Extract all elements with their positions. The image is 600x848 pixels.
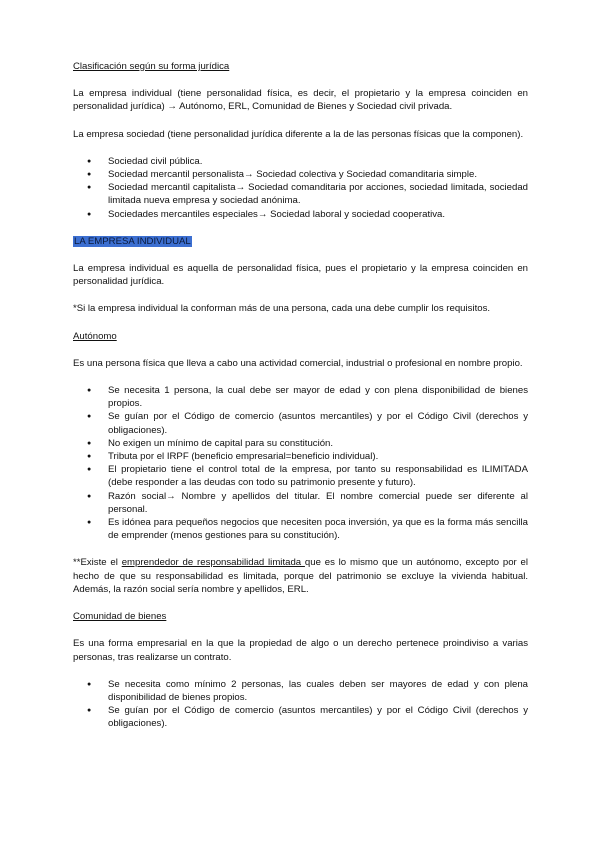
autonomo-heading: Autónomo	[73, 330, 117, 342]
list-item: ● Sociedad mercantil capitalista→ Sociedad comanditaria por acciones, sociedad limitada, sociedad limitada nueva empresa y sociedad anónima.	[73, 181, 528, 207]
section-heading: Clasificación según su forma jurídica	[73, 61, 230, 72]
paragraph-ei-definition: La empresa individual es aquella de personalidad física, pues el propietario y la empresa coinciden en personalidad jurídica.	[73, 263, 528, 288]
list-item: ● Se guían por el Código de comercio (asuntos mercantiles) y por el Código Civil (derechos y obligaciones).	[73, 704, 528, 730]
list-item: ● Es idónea para pequeños negocios que necesiten poca inversión, ya que es la forma más sencilla de emprender (menos gestiones para su constitución).	[73, 516, 528, 542]
paragraph-comunidad-bienes: Es una forma empresarial en la que la propiedad de algo o un derecho pertenece proindiviso a varias personas, tras realizarse un contrato.	[73, 638, 528, 663]
erl-prefix: **Existe el	[73, 557, 122, 569]
autonomo-list	[73, 384, 528, 542]
list-item: ● Razón social→ Nombre y apellidos del titular. El nombre comercial puede ser diferente al personal.	[73, 490, 528, 516]
paragraph-autonomo: Es una persona física que lleva a cabo una actividad comercial, industrial o profesional en nombre propio.	[73, 357, 523, 369]
erl-underlined-term: emprendedor de responsabilidad limitada	[121, 557, 305, 569]
list-item: ● El propietario tiene el control total de la empresa, por tanto su responsabilidad es ILIMITADA (debe responder a las deudas con todo su patrimonio presente y futuro).	[73, 463, 528, 489]
comunidad-bienes-heading: Comunidad de bienes	[73, 611, 167, 623]
list-item: ● Sociedades mercantiles especiales→ Sociedad laboral y sociedad cooperativa.	[73, 208, 528, 221]
paragraph-empresa-sociedad: La empresa sociedad (tiene personalidad jurídica diferente a la de las personas físicas que la componen).	[73, 128, 524, 140]
list-item: ● Sociedad mercantil personalista→ Sociedad colectiva y Sociedad comanditaria simple.	[73, 168, 528, 181]
erl-suffix: que es lo mismo que un autónomo, excepto por el hecho de que su responsabilidad es limitada, porque del patrimonio se excluye la vivienda habitual. Además, la razón social sería nombre y apellidos, ERL.	[73, 557, 528, 595]
comunidad-bienes-list	[73, 678, 528, 731]
document-page	[73, 60, 528, 731]
list-item: ● No exigen un mínimo de capital para su constitución.	[73, 437, 528, 450]
note-paragraph: *Si la empresa individual la conforman más de una persona, cada una debe cumplir los requisitos.	[73, 303, 491, 315]
list-item: ● Se necesita como mínimo 2 personas, las cuales deben ser mayores de edad y con plena disponibilidad de bienes propios.	[73, 678, 528, 704]
paragraph-erl	[73, 556, 528, 596]
paragraph-empresa-individual: La empresa individual (tiene personalidad física, es decir, el propietario y la empresa coinciden en personalidad jurídica) → Autónomo, ERL, Comunidad de Bienes y Sociedad civil privada.	[73, 88, 528, 113]
list-item: ● Se necesita 1 persona, la cual debe ser mayor de edad y con plena disponibilidad de bienes propios.	[73, 384, 528, 410]
highlighted-heading	[73, 235, 528, 248]
sociedad-list	[73, 155, 528, 221]
list-item: ● Sociedad civil pública.	[73, 155, 528, 168]
list-item: ● Tributa por el IRPF (beneficio empresarial=beneficio individual).	[73, 450, 528, 463]
list-item: ● Se guían por el Código de comercio (asuntos mercantiles) y por el Código Civil (derechos y obligaciones).	[73, 410, 528, 436]
highlight-text: LA EMPRESA INDIVIDUAL	[74, 235, 191, 247]
